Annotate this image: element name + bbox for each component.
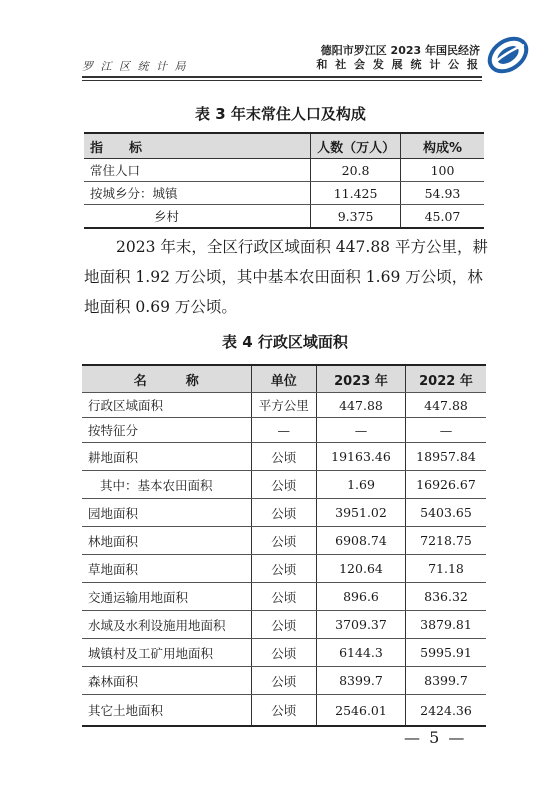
row-name: 草地面积 <box>82 555 251 583</box>
table3-header-count: 人数（万人） <box>311 133 401 159</box>
row-name: 其中：基本农田面积 <box>82 471 251 499</box>
row-2023: 6144.3 <box>316 639 405 667</box>
table4-header-2023: 2023 年 <box>316 365 405 393</box>
table3-title: 表 3 年末常住人口及构成 <box>195 105 366 123</box>
table4-header-name: 名 称 <box>82 365 251 393</box>
row-unit: 公顷 <box>251 667 316 695</box>
row-unit: 公顷 <box>251 555 316 583</box>
row-name: 按特征分 <box>82 418 251 443</box>
row-name: 耕地面积 <box>82 443 251 471</box>
row-2023: 1.69 <box>316 471 405 499</box>
population-table <box>84 132 484 229</box>
row-2022: 18957.84 <box>406 443 487 471</box>
paragraph-line: 地面积 1.92 万公顷，其中基本农田面积 1.69 万公顷，林 <box>84 268 483 286</box>
row-name: 行政区域面积 <box>82 393 251 418</box>
paragraph-line: 地面积 0.69 万公顷。 <box>84 298 237 316</box>
row-count: 11.425 <box>311 182 401 205</box>
table-row <box>82 667 486 695</box>
table4-title: 表 4 行政区域面积 <box>222 333 348 351</box>
table-row <box>84 159 484 182</box>
row-2022: 7218.75 <box>406 527 487 555</box>
row-2022: 16926.67 <box>406 471 487 499</box>
table-row <box>84 205 484 229</box>
table-row <box>82 611 486 639</box>
row-unit: 公顷 <box>251 527 316 555</box>
organization-name: 罗 江 区 统 计 局 <box>82 60 188 73</box>
row-2023: 8399.7 <box>316 667 405 695</box>
header-divider <box>82 76 482 81</box>
row-2022: — <box>406 418 487 443</box>
row-2023: 3951.02 <box>316 499 405 527</box>
page-number: — 5 — <box>404 728 467 747</box>
row-unit: 平方公里 <box>251 393 316 418</box>
table4-header-2022: 2022 年 <box>406 365 487 393</box>
row-share: 45.07 <box>424 208 461 224</box>
row-name: 城镇村及工矿用地面积 <box>82 639 251 667</box>
table-row <box>82 583 486 611</box>
row-share: 100 <box>401 159 485 182</box>
row-2022: 5403.65 <box>406 499 487 527</box>
row-unit: 公顷 <box>251 611 316 639</box>
row-name: 其它土地面积 <box>82 695 251 727</box>
row-unit: 公顷 <box>251 443 316 471</box>
row-2022: 71.18 <box>406 555 487 583</box>
row-name: 林地面积 <box>82 527 251 555</box>
row-name: 交通运输用地面积 <box>82 583 251 611</box>
row-label: 常住人口 <box>84 159 311 182</box>
row-unit: 公顷 <box>251 499 316 527</box>
table-row <box>82 418 486 443</box>
row-name: 水域及水利设施用地面积 <box>82 611 251 639</box>
table-row <box>82 443 486 471</box>
row-name: 园地面积 <box>82 499 251 527</box>
table-row <box>84 182 484 205</box>
row-2022: 8399.7 <box>406 667 487 695</box>
row-2023: 447.88 <box>316 393 405 418</box>
table3-header-share: 构成% <box>401 133 485 159</box>
row-name: 森林面积 <box>82 667 251 695</box>
body-paragraph <box>84 232 490 322</box>
table-row <box>82 471 486 499</box>
row-2023: 896.6 <box>316 583 405 611</box>
row-2023: — <box>316 418 405 443</box>
row-unit: 公顷 <box>251 695 316 727</box>
table-row <box>82 393 486 418</box>
area-table <box>82 364 486 727</box>
row-label: 乡村 <box>84 205 311 229</box>
row-2022: 3879.81 <box>406 611 487 639</box>
row-label: 按城乡分：城镇 <box>84 182 311 205</box>
report-title-line1: 德阳市罗江区 2023 年国民经济 <box>320 44 480 57</box>
row-2023: 19163.46 <box>316 443 405 471</box>
row-2022: 836.32 <box>406 583 487 611</box>
row-unit: — <box>251 418 316 443</box>
paragraph-line: 2023 年末，全区行政区域面积 447.88 平方公里，耕 <box>116 238 488 256</box>
row-count: 9.375 <box>311 205 401 229</box>
table-row <box>82 555 486 583</box>
report-title-line2: 和 社 会 发 展 统 计 公 报 <box>316 58 480 71</box>
row-2023: 120.64 <box>316 555 405 583</box>
table-row <box>82 639 486 667</box>
row-unit: 公顷 <box>251 583 316 611</box>
statistics-logo-icon <box>486 33 530 77</box>
row-2023: 6908.74 <box>316 527 405 555</box>
table-row <box>82 499 486 527</box>
row-2022: 5995.91 <box>406 639 487 667</box>
row-count: 20.8 <box>311 159 401 182</box>
row-2022: 2424.36 <box>420 702 472 718</box>
table-row <box>82 695 486 727</box>
table3-header-indicator: 指 标 <box>84 133 311 159</box>
row-unit: 公顷 <box>251 471 316 499</box>
row-2023: 2546.01 <box>316 695 405 727</box>
table4-header-unit: 单位 <box>251 365 316 393</box>
row-2023: 3709.37 <box>316 611 405 639</box>
page-header <box>82 36 480 74</box>
table-row <box>82 527 486 555</box>
row-unit: 公顷 <box>251 639 316 667</box>
row-share: 54.93 <box>401 182 485 205</box>
row-2022: 447.88 <box>406 393 487 418</box>
